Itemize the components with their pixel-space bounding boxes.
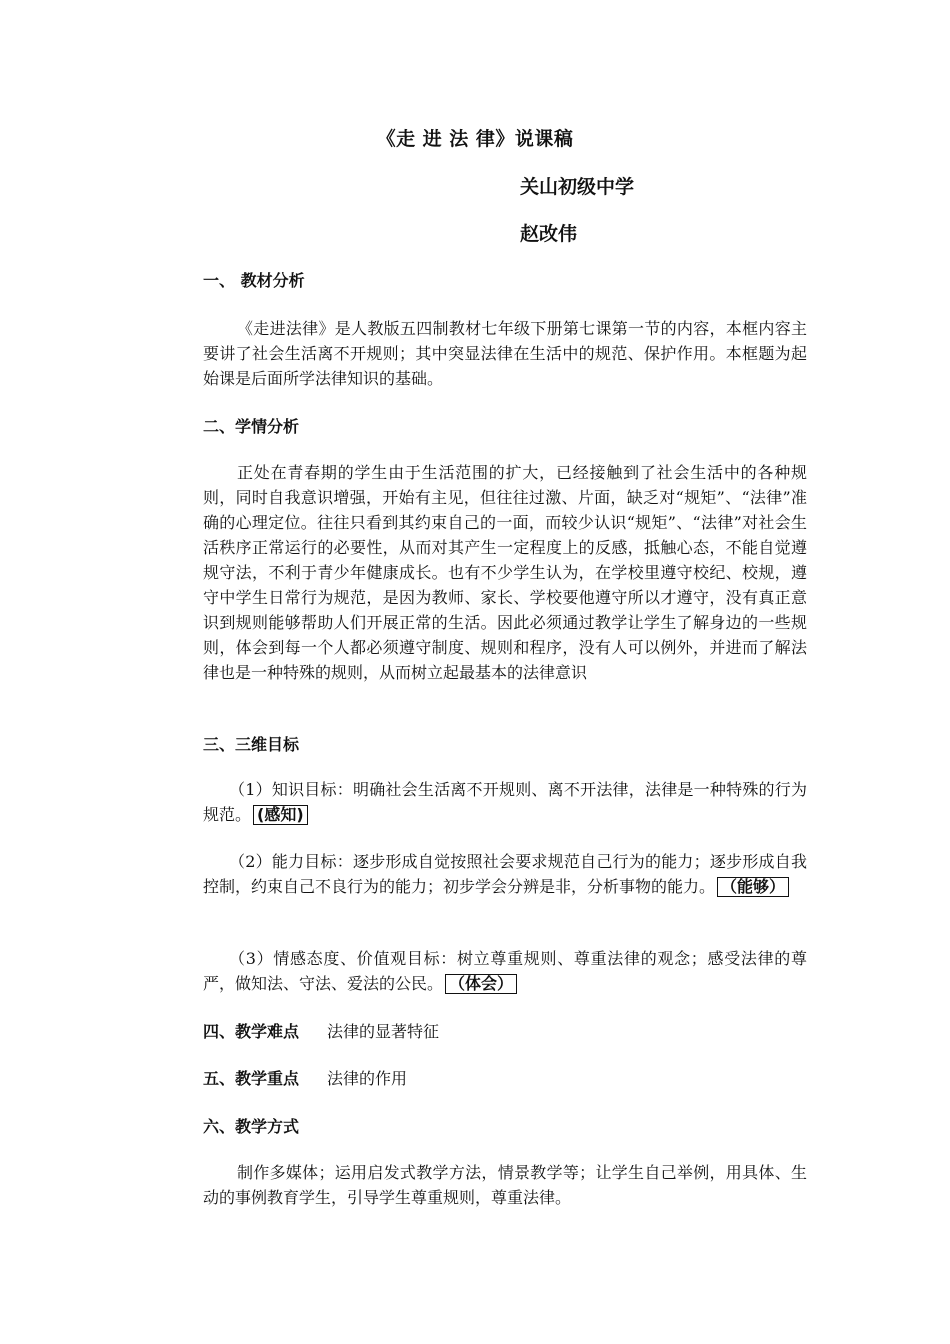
document-title: 《走 进 法 律》说课稿: [376, 128, 574, 150]
goal-ability-tag: （能够）: [717, 877, 789, 897]
section-6-heading: 六、教学方式: [203, 1117, 300, 1136]
goal-knowledge-tag: (感知): [253, 805, 308, 825]
goal-emotion: [203, 946, 807, 996]
school-name: 关山初级中学: [520, 176, 635, 198]
section-4-label: 四、教学难点: [203, 1022, 300, 1041]
goal-emotion-text: （3）情感态度、价值观目标：树立尊重规则、尊重法律的观念；感受法律的尊严，做知法、守法、爱法的公民。: [203, 949, 807, 993]
goal-knowledge-text: （1）知识目标：明确社会生活离不开规则、离不开法律，法律是一种特殊的行为规范。: [203, 780, 807, 824]
section-2-text: 正处在青春期的学生由于生活范围的扩大，已经接触到了社会生活中的各种规则，同时自我意识增强，开始有主见，但往往过激、片面，缺乏对“规矩”、“法律”准确的心理定位。往往只看到其约束自己的一面，而较少认识“规矩”、“法律”对社会生活秩序正常运行的必要性，从而对其产生一定程度上的反感，抵触心态，不能自觉遵规守法，不利于青少年健康成长。也有不少学生认为，在学校里遵守校纪、校规，遵守中学生日常行为规范，是因为教师、家长、学校要他遵守所以才遵守，没有真正意识到规则能够帮助人们开展正常的生活。因此必须通过教学让学生了解身边的一些规则，体会到每一个人都必须遵守制度、规则和程序，没有人可以例外，并进而了解法律也是一种特殊的规则，从而树立起最基本的法律意识: [203, 463, 807, 682]
goal-emotion-tag: （体会）: [445, 974, 517, 994]
goal-ability: [203, 849, 807, 899]
author-name: 赵改伟: [520, 223, 578, 245]
section-5-heading: [203, 1066, 407, 1089]
section-1-text: 《走进法律》是人教版五四制教材七年级下册第七课第一节的内容，本框内容主要讲了社会生活离不开规则；其中突显法律在生活中的规范、保护作用。本框题为起始课是后面所学法律知识的基础。: [203, 319, 807, 388]
section-5-label: 五、教学重点: [203, 1069, 300, 1088]
goal-knowledge: [203, 777, 807, 827]
section-1-heading: 一、 教材分析: [203, 271, 305, 290]
section-4-heading: [203, 1019, 439, 1042]
section-6-text: 制作多媒体；运用启发式教学方法，情景教学等；让学生自己举例，用具体、生动的事例教育学生，引导学生尊重规则，尊重法律。: [203, 1163, 807, 1207]
section-2-heading: 二、学情分析: [203, 417, 300, 436]
section-3-heading: 三、三维目标: [203, 735, 300, 754]
teaching-focus: 法律的作用: [327, 1069, 408, 1088]
teaching-difficulty: 法律的显著特征: [327, 1022, 440, 1041]
goal-ability-text: （2）能力目标：逐步形成自觉按照社会要求规范自己行为的能力；逐步形成自我控制，约束自己不良行为的能力；初步学会分辨是非，分析事物的能力。: [203, 852, 807, 896]
